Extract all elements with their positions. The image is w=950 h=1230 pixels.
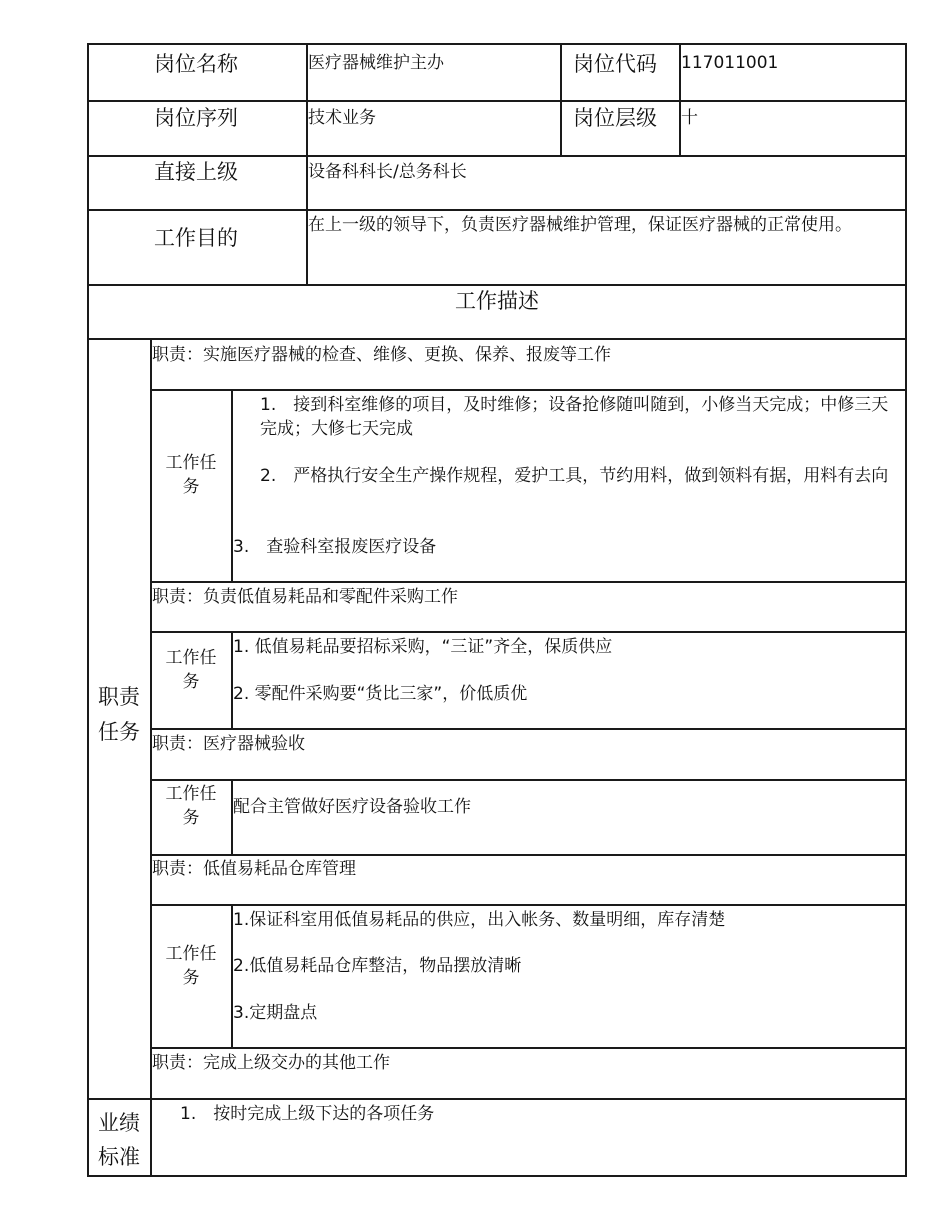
task-item: 2. 严格执行安全生产操作规程，爱护工具，节约用料，做到领料有据，用料有去向	[260, 466, 889, 486]
row-divider	[87, 1098, 907, 1100]
task-label	[152, 942, 230, 990]
performance-label	[89, 1106, 149, 1174]
task-label-text: 工作任务	[165, 648, 217, 692]
row-divider	[150, 904, 907, 906]
task-label	[152, 646, 230, 694]
duty-title: 职责：实施医疗器械的检查、维修、更换、保养、报废等工作	[152, 345, 611, 365]
task-item: 1.保证科室用低值易耗品的供应，出入帐务、数量明细，库存清楚	[233, 910, 726, 930]
row-divider	[87, 209, 907, 211]
position-name-value: 医疗器械维护主办	[308, 53, 444, 73]
row-divider	[150, 779, 907, 781]
duty-title: 职责：完成上级交办的其他工作	[152, 1053, 390, 1073]
row-divider	[150, 631, 907, 633]
performance-item: 1. 按时完成上级下达的各项任务	[180, 1104, 435, 1124]
task-label-text: 工作任务	[165, 453, 217, 497]
position-level-value: 十	[681, 108, 698, 128]
row-divider	[150, 389, 907, 391]
table-border-right	[905, 43, 907, 1177]
task-item: 1. 接到科室维修的项目，及时维修；设备抢修随叫随到，小修当天完成；中修三天完成；大修七天完成	[260, 395, 889, 439]
table-border-left	[87, 43, 89, 1177]
duty-title: 职责：医疗器械验收	[152, 734, 305, 754]
task-item: 3.定期盘点	[233, 1003, 318, 1023]
column-divider	[560, 43, 562, 157]
duty-section-label-line: 职责	[98, 685, 140, 709]
table-border-bottom	[87, 1175, 907, 1177]
task-label-text: 工作任务	[165, 784, 217, 828]
position-level-label: 岗位层级	[573, 106, 657, 130]
supervisor-label: 直接上级	[154, 160, 238, 184]
row-divider	[150, 854, 907, 856]
task-label	[152, 451, 230, 499]
task-label-text: 工作任务	[165, 944, 217, 988]
position-code-label: 岗位代码	[573, 52, 657, 76]
duty-section-label	[89, 680, 149, 750]
row-divider	[150, 1047, 907, 1049]
task-item: 3. 查验科室报废医疗设备	[233, 537, 437, 557]
row-divider	[150, 581, 907, 583]
row-divider	[87, 100, 907, 102]
section-title: 工作描述	[455, 289, 539, 313]
table-border-top	[87, 43, 907, 45]
task-item: 1. 低值易耗品要招标采购，“三证”齐全，保质供应	[233, 637, 613, 657]
task-label	[152, 782, 230, 830]
row-divider	[87, 284, 907, 286]
task-item: 配合主管做好医疗设备验收工作	[233, 797, 471, 817]
duty-title: 职责：负责低值易耗品和零配件采购工作	[152, 587, 458, 607]
supervisor-value: 设备科科长/总务科长	[308, 162, 467, 182]
task-item: 2.低值易耗品仓库整洁，物品摆放清晰	[233, 956, 522, 976]
position-code-value: 117011001	[681, 53, 779, 73]
row-divider	[150, 728, 907, 730]
task-item: 2. 零配件采购要“货比三家”，价低质优	[233, 684, 528, 704]
position-series-label: 岗位序列	[154, 106, 238, 130]
position-series-value: 技术业务	[308, 108, 376, 128]
duty-title: 职责：低值易耗品仓库管理	[152, 859, 356, 879]
performance-label-line: 标准	[98, 1145, 140, 1169]
purpose-label: 工作目的	[154, 226, 238, 250]
row-divider	[87, 155, 907, 157]
row-divider	[87, 338, 907, 340]
performance-label-line: 业绩	[98, 1111, 140, 1135]
position-name-label: 岗位名称	[154, 52, 238, 76]
purpose-value: 在上一级的领导下，负责医疗器械维护管理，保证医疗器械的正常使用。	[308, 215, 852, 235]
duty-section-label-line: 任务	[98, 720, 140, 744]
